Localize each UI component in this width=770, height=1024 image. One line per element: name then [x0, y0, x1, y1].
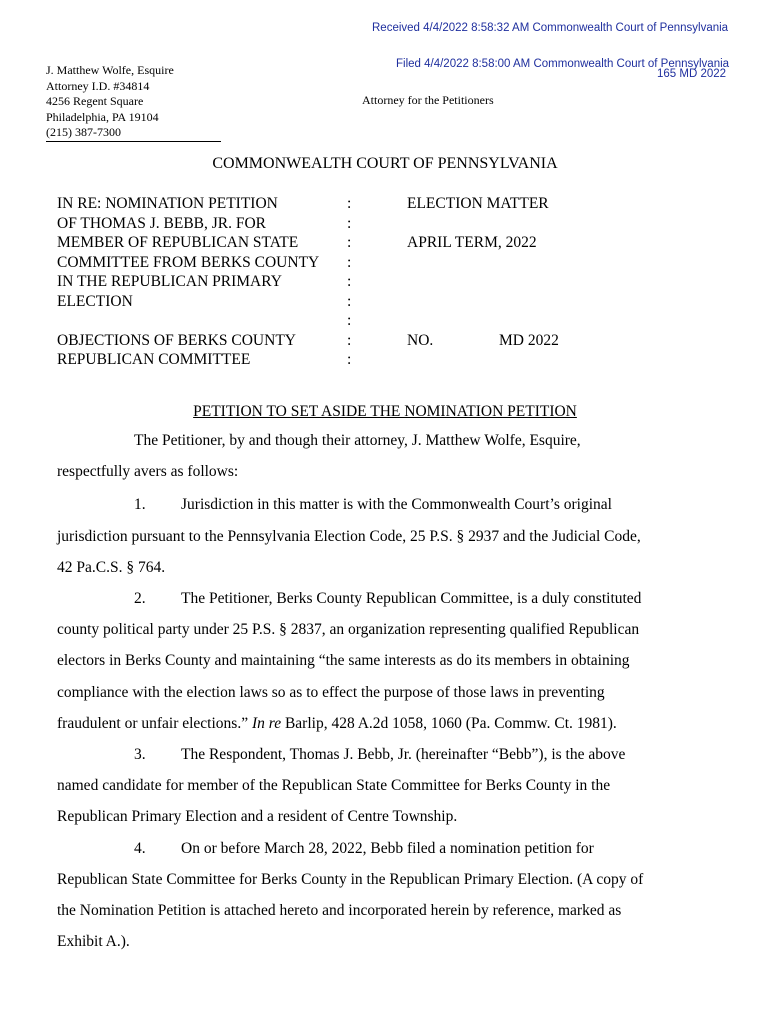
paragraph-number: 2. — [134, 590, 146, 607]
caption-colon: : — [347, 331, 352, 349]
caption-colon: : — [347, 312, 352, 329]
caption-line: MEMBER OF REPUBLICAN STATE — [57, 234, 299, 251]
paragraph-line: The Respondent, Thomas J. Bebb, Jr. (hereinafter “Bebb”), is the above — [181, 746, 626, 763]
caption-colons — [347, 194, 351, 370]
attorney-name: J. Matthew Wolfe, Esquire — [46, 63, 174, 77]
caption-colon: : — [347, 195, 352, 212]
attorney-id: Attorney I.D. #34814 — [46, 78, 150, 93]
caption-colon: : — [347, 351, 352, 368]
docket-no-label: NO. — [407, 331, 434, 349]
caption-line: OF THOMAS J. BEBB, JR. FOR — [57, 214, 267, 232]
caption-line: OBJECTIONS OF BERKS COUNTY — [57, 331, 296, 349]
court-name: COMMONWEALTH COURT OF PENNSYLVANIA — [212, 155, 558, 172]
paragraph-line: Exhibit A.). — [57, 933, 130, 950]
caption-colon: : — [347, 273, 352, 290]
attorney-role: Attorney for the Petitioners — [362, 93, 494, 107]
caption-line: COMMITTEE FROM BERKS COUNTY — [57, 253, 320, 271]
paragraph-line: Jurisdiction in this matter is with the Commonwealth Court’s original — [181, 496, 612, 513]
paragraph-line: electors in Berks County and maintaining “the same interests as do its members in obtaining — [57, 652, 630, 669]
docket-no-value: MD 2022 — [499, 331, 559, 349]
caption-colon: : — [347, 253, 352, 271]
paragraph-number: 1. — [134, 496, 146, 513]
attorney-block — [46, 63, 221, 142]
paragraph-line: On or before March 28, 2022, Bebb filed a nomination petition for — [181, 840, 594, 857]
paragraph-line: 42 Pa.C.S. § 764. — [57, 559, 166, 576]
paragraph-number: 3. — [134, 746, 146, 763]
paragraph-line: the Nomination Petition is attached hereto and incorporated herein by reference, marked as — [57, 902, 622, 919]
paragraph-line: county political party under 25 P.S. § 2837, an organization representing qualified Republican — [57, 621, 640, 638]
petition-title: PETITION TO SET ASIDE THE NOMINATION PETITION — [193, 403, 577, 420]
caption-line: ELECTION — [57, 292, 133, 310]
paragraph-line: Republican Primary Election and a resident of Centre Township. — [57, 808, 458, 825]
paragraph-line: compliance with the election laws so as to effect the purpose of those laws in preventing — [57, 684, 605, 701]
intro-line: respectfully avers as follows: — [57, 463, 239, 480]
docket-number: 165 MD 2022 — [657, 68, 727, 80]
intro-line: The Petitioner, by and though their attorney, J. Matthew Wolfe, Esquire, — [134, 432, 581, 449]
attorney-city: Philadelphia, PA 19104 — [46, 109, 159, 124]
paragraph-line: jurisdiction pursuant to the Pennsylvania Election Code, 25 P.S. § 2937 and the Judicial Code, — [57, 528, 641, 545]
caption-line: IN RE: NOMINATION PETITION — [57, 195, 278, 212]
case-citation-italic: In re — [251, 715, 282, 732]
caption-colon: : — [347, 234, 352, 251]
paragraph-number: 4. — [134, 840, 146, 857]
paragraph-line: named candidate for member of the Republican State Committee for Berks County in the — [57, 777, 611, 794]
paragraph-line: fraudulent or unfair elections.” In re Barlip, 428 A.2d 1058, 1060 (Pa. Commw. Ct. 1981). — [57, 715, 617, 732]
caption-colon: : — [347, 292, 352, 310]
attorney-phone: (215) 387-7300 — [46, 125, 221, 142]
filed-stamp: Filed 4/4/2022 8:58:00 AM Commonwealth Court of Pennsylvania — [396, 58, 730, 70]
caption-line: IN THE REPUBLICAN PRIMARY — [57, 273, 282, 290]
caption-colon: : — [347, 214, 352, 232]
caption-parties — [57, 194, 319, 370]
attorney-street: 4256 Regent Square — [46, 94, 144, 108]
caption-matter-info — [407, 194, 559, 350]
election-matter: ELECTION MATTER — [407, 195, 549, 212]
paragraph-line: Republican State Committee for Berks County in the Republican Primary Election. (A copy of — [57, 871, 644, 888]
april-term: APRIL TERM, 2022 — [407, 234, 537, 251]
received-stamp: Received 4/4/2022 8:58:32 AM Commonwealth Court of Pennsylvania — [372, 22, 729, 34]
caption-line: REPUBLICAN COMMITTEE — [57, 351, 251, 368]
caption-line — [57, 311, 319, 331]
paragraph-line: The Petitioner, Berks County Republican Committee, is a duly constituted — [181, 590, 642, 607]
